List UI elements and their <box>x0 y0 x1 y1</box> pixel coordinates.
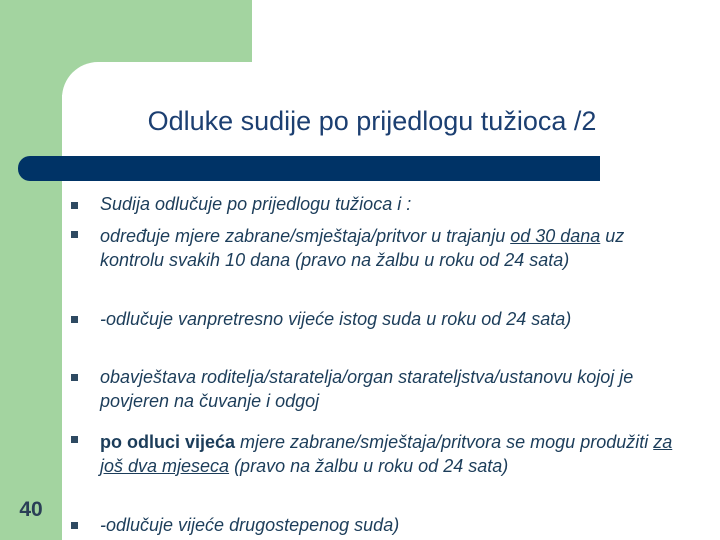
bullet-item-4: obavještava roditelja/staratelja/organ starateljstva/ustanovu kojoj je povjeren na čuvanje i odgoj <box>100 367 634 411</box>
bullet-5-underlined: za još dva mjeseca <box>100 432 673 476</box>
bullet-item-3: -odlučuje vanpretresno vijeće istog suda u roku od 24 sata) <box>100 309 572 329</box>
slide-number: 40 <box>19 498 43 521</box>
bullet-marker <box>71 436 78 443</box>
slide-title: Odluke sudije po prijedlogu tužioca /2 <box>147 106 597 136</box>
bullet-2-text-end: uz kontrolu svakih 10 dana (pravo na žalbu u roku od 24 sata) <box>100 226 625 270</box>
bullet-marker <box>71 231 78 238</box>
decorative-green-sidebar <box>0 0 62 540</box>
bullet-2-text: određuje mjere zabrane/smještaja/pritvor u trajanju <box>100 226 511 246</box>
bullet-item-5 <box>100 431 690 478</box>
bullet-5-bold-lead: po odluci vijeća <box>100 432 236 452</box>
bullet-marker <box>71 316 78 323</box>
bullet-item-2 <box>100 225 690 272</box>
bullet-item-1: Sudija odlučuje po prijedlogu tužioca i : <box>100 194 412 214</box>
bullet-5-text-end: (pravo na žalbu u roku od 24 sata) <box>229 455 509 476</box>
bullet-2-underlined: od 30 dana <box>510 226 601 246</box>
bullet-5-text: mjere zabrane/smještaja/pritvora se mogu produžiti <box>235 432 654 452</box>
bullet-item-6: -odlučuje vijeće drugostepenog suda) <box>100 515 400 535</box>
bullet-marker <box>71 374 78 381</box>
title-underline-bar <box>18 156 600 181</box>
bullet-marker <box>71 202 78 209</box>
bullet-marker <box>71 522 78 529</box>
